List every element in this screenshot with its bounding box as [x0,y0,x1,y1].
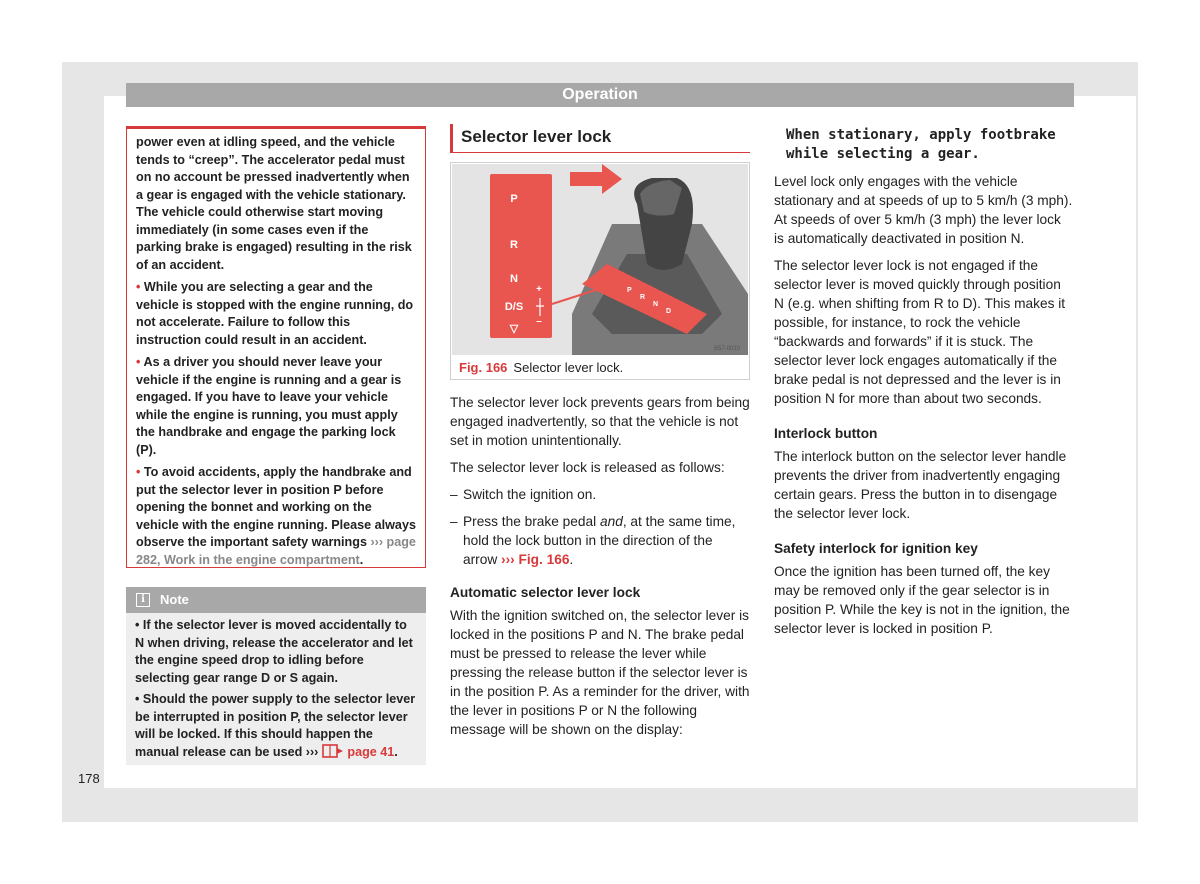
selector-lever-illustration [452,164,748,355]
subheading: Interlock button [774,426,878,441]
gate-plus-label: + [536,284,542,295]
warning-box [126,126,426,568]
bullet-icon: • [136,465,141,479]
warning-item: • To avoid accidents, apply the handbrake and put the selector lever in position P before opening the bonnet and working on the vehicle with the engine running. Please always observe the important safety warnings ››› page 282, Work in the engine compartment. [136,465,416,567]
paragraph: The selector lever lock is released as follows: [450,460,725,475]
bullet-icon: • [136,355,141,369]
warning-paragraph: power even at idling speed, and the vehicle tends to “creep”. The accelerator pedal must on no account be pressed inadvertently when a gear is engaged with the vehicle stationary. The vehicle could otherwise start moving immediately (in some cases even if the parking brake is engaged) resulting in the risk of an accident. [136,135,412,272]
section-title: Selector lever lock [450,124,750,153]
paragraph: The interlock button on the selector lever handle prevents the driver from inadvertently engaging certain gears. Press the button in to disengage the selector lever lock. [774,449,1067,521]
paragraph: Once the ignition has been turned off, the key may be removed only if the gear selector is in position P. While the key is not in the ignition, the selector lever is locked in position P. [774,564,1070,636]
note-body [126,613,426,761]
warning-item: • While you are selecting a gear and the vehicle is stopped with the engine running, do not accelerate. Failure to follow this instruction could result in an accident. [136,280,414,347]
subheading: Safety interlock for ignition key [774,541,978,556]
gate-r-label: R [510,239,518,251]
figure-166 [450,162,750,380]
gate-ds-label: D/S [504,301,524,313]
svg-text:N: N [653,301,659,308]
list-item: – Press the brake pedal and, at the same time, hold the lock button in the direction of the arrow ››› Fig. 166. [450,514,736,567]
svg-text:D: D [666,308,672,315]
column-2-text [450,393,750,747]
paragraph: With the ignition switched on, the selector lever is locked in the positions P and N. The brake pedal must be pressed to release the lever while pressing the release button if the selector lever is in the position P. As a reminder for the driver, with the lever in positions P or N the following message will be shown on the display: [450,608,750,737]
display-message: When stationary, apply footbrake while selecting a gear. [786,127,1056,162]
gate-p-label: P [510,193,518,205]
note-header [126,587,426,613]
chapter-header: Operation [126,83,1074,107]
figure-caption: Fig. 166 Selector lever lock. [459,360,624,375]
note-title: Note [160,592,189,607]
manual-book-icon [322,744,344,758]
bullet-icon: • [136,280,141,294]
subheading: Automatic selector lever lock [450,585,641,600]
warning-item: • As a driver you should never leave your vehicle if the engine is running and a gear is engaged. If you have to leave your vehicle while the engine is running, you must apply the handbrake and engage the parking lock (P). [136,355,402,457]
engine-compartment-link[interactable]: ››› page 282, Work in the engine compartment [136,535,416,567]
info-icon: i [136,593,150,607]
paragraph: The selector lever lock is not engaged if the selector lever is moved quickly through position N (e.g. when shifting from R to D). This makes it possible, for instance, to rock the vehicle “backwards and forwards” if it is stuck. The selector lever lock engages automatically if the brake pedal is not depressed and the lever is in position N for more than about two seconds. [774,258,1066,406]
figure-label: Fig. 166 [459,360,508,375]
list-item: – Switch the ignition on. [450,487,597,502]
svg-text:P: P [627,287,632,294]
gate-n-label: N [510,273,518,285]
note-box [126,587,426,765]
gate-down-label: ▽ [509,323,519,335]
column-3-text [774,126,1074,646]
fig-166-link[interactable]: ››› Fig. 166 [501,552,570,567]
note-item: • Should the power supply to the selector lever be interrupted in position P, the selector lever will be locked. If this should happen the manual release can be used ››› page 41. [135,692,416,759]
paragraph: Level lock only engages with the vehicle stationary and at speeds of up to 5 km/h (3 mph). At speeds of over 5 km/h (3 mph) the lever lock is automatically deactivated in position N. [774,174,1073,246]
svg-text:R: R [640,294,646,301]
figure-code: B57-0010 [714,346,741,352]
page-41-link[interactable]: page 41 [347,744,395,759]
note-item: • If the selector lever is moved accidentally to N when driving, release the accelerator and let the engine speed drop to idling before selecting gear range D or S again. [135,618,413,685]
gate-minus-label: – [536,316,542,327]
paragraph: The selector lever lock prevents gears from being engaged inadvertently, so that the vehicle is not set in motion unintentionally. [450,395,750,448]
page-number: 178 [78,771,100,786]
